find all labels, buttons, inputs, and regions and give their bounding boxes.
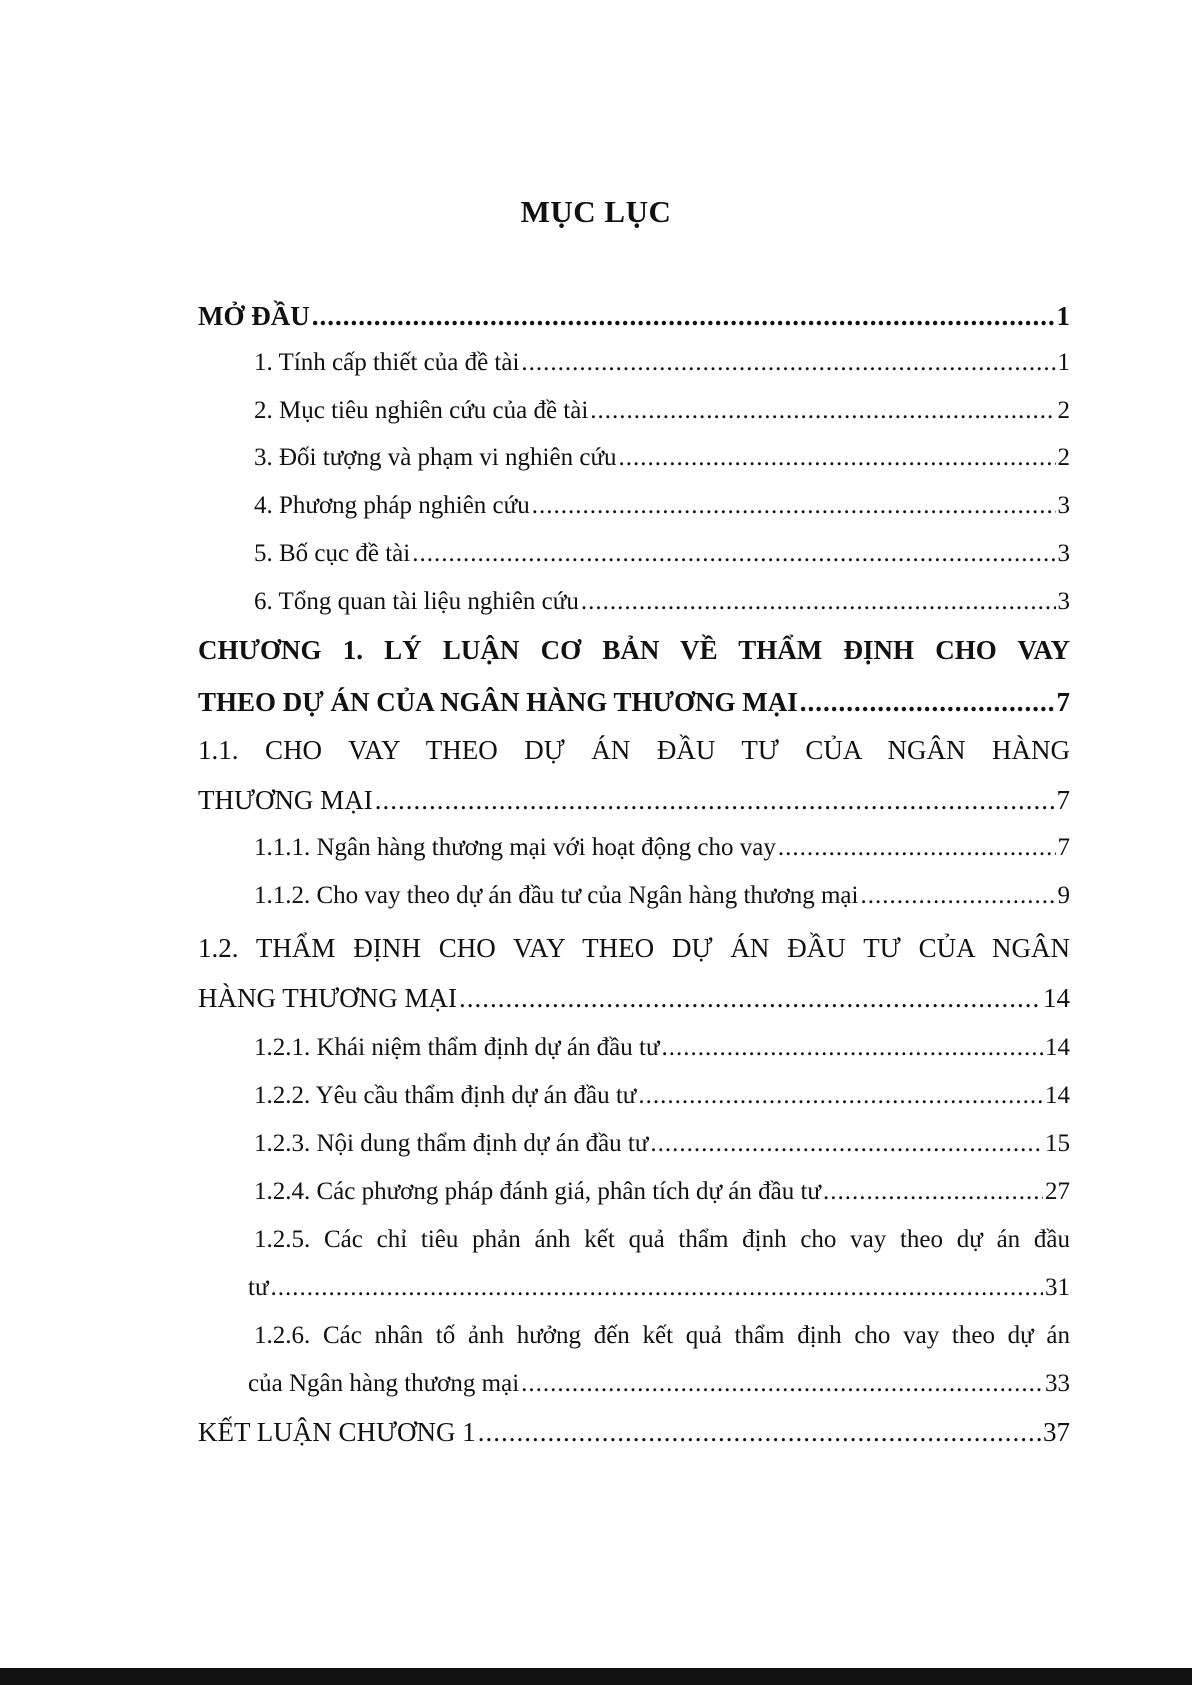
toc-entry-title-line-1: 1.2. THẨM ĐỊNH CHO VAY THEO DỰ ÁN ĐẦU TƯ CỦA NGÂN — [198, 933, 1070, 963]
toc-entry-1-2-4[interactable] — [254, 1176, 1070, 1208]
page-title: MỤC LỤC — [520, 194, 672, 229]
toc-entry-title-line-2: HÀNG THƯƠNG MẠI — [198, 983, 457, 1013]
leader-dots — [521, 1368, 1043, 1400]
leader-dots — [312, 300, 1055, 332]
toc-entry-1-1-2[interactable] — [254, 880, 1070, 912]
leader-dots — [860, 880, 1055, 912]
toc-entry-title: 1.1.2. Cho vay theo dự án đầu tư của Ngân hàng thương mại — [254, 882, 859, 909]
toc-page-number: 7 — [1057, 834, 1070, 861]
toc-page-number: 15 — [1045, 1130, 1070, 1157]
leader-dots — [271, 1272, 1044, 1304]
toc-entry-1-2-2[interactable] — [254, 1080, 1070, 1112]
toc-page-number: 2 — [1057, 444, 1070, 471]
leader-dots — [778, 832, 1056, 864]
toc-page-number: 3 — [1057, 540, 1070, 567]
toc-entry-ket-luan-chuong-1[interactable] — [198, 1416, 1070, 1448]
toc-entry-title: 3. Đối tượng và phạm vi nghiên cứu — [254, 444, 617, 471]
leader-dots — [521, 347, 1055, 379]
toc-entry-title: 4. Phương pháp nghiên cứu — [254, 492, 530, 519]
toc-page-number: 1 — [1056, 301, 1070, 331]
toc-page-number: 14 — [1045, 1082, 1070, 1109]
leader-dots — [823, 1176, 1043, 1208]
leader-dots — [412, 538, 1055, 570]
toc-page-number: 14 — [1045, 1034, 1070, 1061]
toc-page-number: 2 — [1057, 397, 1070, 424]
toc-entry-1-1[interactable] — [198, 734, 1070, 766]
toc-entry-1-2-6[interactable] — [254, 1320, 1070, 1352]
toc-page-number: 7 — [1056, 785, 1070, 815]
toc-entry-title: 1.2.1. Khái niệm thẩm định dự án đầu tư — [254, 1034, 660, 1061]
toc-entry-chapter-1-cont[interactable] — [198, 686, 1070, 718]
toc-entry-title: 1.1.1. Ngân hàng thương mại với hoạt động cho vay — [254, 834, 776, 861]
leader-dots — [478, 1416, 1041, 1448]
toc-entry-title-line-1: 1.2.5. Các chỉ tiêu phản ánh kết quả thẩm định cho vay theo dự án đầu — [254, 1226, 1070, 1253]
leader-dots — [650, 1128, 1043, 1160]
toc-entry-title-line-1: 1.2.6. Các nhân tố ảnh hưởng đến kết quả thẩm định cho vay theo dự án — [254, 1322, 1070, 1349]
toc-entry-title: KẾT LUẬN CHƯƠNG 1 — [198, 1417, 476, 1447]
toc-entry-1-2-1[interactable] — [254, 1032, 1070, 1064]
toc-entry-section-2[interactable] — [254, 395, 1070, 427]
toc-entry-title: 5. Bố cục đề tài — [254, 540, 411, 567]
toc-entry-1-2-5[interactable] — [254, 1224, 1070, 1256]
toc-entry-section-3[interactable] — [254, 442, 1070, 474]
leader-dots — [532, 490, 1056, 522]
toc-entry-title: MỞ ĐẦU — [198, 301, 310, 331]
toc-entry-title-line-2: THEO DỰ ÁN CỦA NGÂN HÀNG THƯƠNG MẠI — [198, 687, 798, 717]
leader-dots — [375, 784, 1055, 816]
toc-entry-1-2-6-cont[interactable] — [248, 1368, 1070, 1400]
toc-page-number: 3 — [1057, 492, 1070, 519]
toc-entry-mo-dau[interactable] — [198, 300, 1070, 332]
toc-entry-title-line-1: CHƯƠNG 1. LÝ LUẬN CƠ BẢN VỀ THẨM ĐỊNH CHO VAY — [198, 635, 1070, 665]
toc-entry-title: 1. Tính cấp thiết của đề tài — [254, 349, 520, 376]
toc-page-number: 31 — [1045, 1274, 1070, 1301]
toc-page-number: 27 — [1045, 1178, 1070, 1205]
leader-dots — [581, 586, 1056, 618]
toc-entry-title: 1.2.4. Các phương pháp đánh giá, phân tích dự án đầu tư — [254, 1178, 821, 1205]
toc-entry-title: 2. Mục tiêu nghiên cứu của đề tài — [254, 397, 589, 424]
toc-entry-title: 1.2.3. Nội dung thẩm định dự án đầu tư — [254, 1130, 649, 1157]
toc-entry-1-2-cont[interactable] — [198, 982, 1070, 1014]
toc-page-number: 9 — [1057, 882, 1070, 909]
leader-dots — [619, 442, 1056, 474]
toc-entry-1-1-cont[interactable] — [198, 784, 1070, 816]
leader-dots — [662, 1032, 1043, 1064]
toc-entry-title-line-2: tư — [248, 1274, 269, 1301]
toc-page-number: 1 — [1057, 349, 1070, 376]
toc-page-number: 33 — [1045, 1370, 1070, 1397]
toc-entry-section-4[interactable] — [254, 490, 1070, 522]
toc-page-number: 14 — [1043, 983, 1070, 1013]
leader-dots — [590, 395, 1055, 427]
scan-bottom-border — [0, 1668, 1192, 1685]
toc-entry-1-2-3[interactable] — [254, 1128, 1070, 1160]
toc-page-number: 37 — [1043, 1417, 1070, 1447]
toc-entry-title-line-2: THƯƠNG MẠI — [198, 785, 373, 815]
toc-page-number: 7 — [1056, 687, 1070, 717]
toc-entry-title-line-2: của Ngân hàng thương mại — [248, 1370, 520, 1397]
toc-entry-1-1-1[interactable] — [254, 832, 1070, 864]
toc-page-number: 3 — [1057, 588, 1070, 615]
toc-entry-section-1[interactable] — [254, 347, 1070, 379]
toc-entry-section-5[interactable] — [254, 538, 1070, 570]
leader-dots — [800, 686, 1055, 718]
toc-entry-1-2-5-cont[interactable] — [248, 1272, 1070, 1304]
toc-entry-title-line-1: 1.1. CHO VAY THEO DỰ ÁN ĐẦU TƯ CỦA NGÂN HÀNG — [198, 735, 1070, 765]
leader-dots — [459, 982, 1041, 1014]
toc-entry-1-2[interactable] — [198, 932, 1070, 964]
toc-entry-chapter-1[interactable] — [198, 634, 1070, 666]
toc-entry-section-6[interactable] — [254, 586, 1070, 618]
leader-dots — [638, 1080, 1043, 1112]
toc-entry-title: 6. Tổng quan tài liệu nghiên cứu — [254, 588, 579, 615]
toc-entry-title: 1.2.2. Yêu cầu thẩm định dự án đầu tư — [254, 1082, 637, 1109]
